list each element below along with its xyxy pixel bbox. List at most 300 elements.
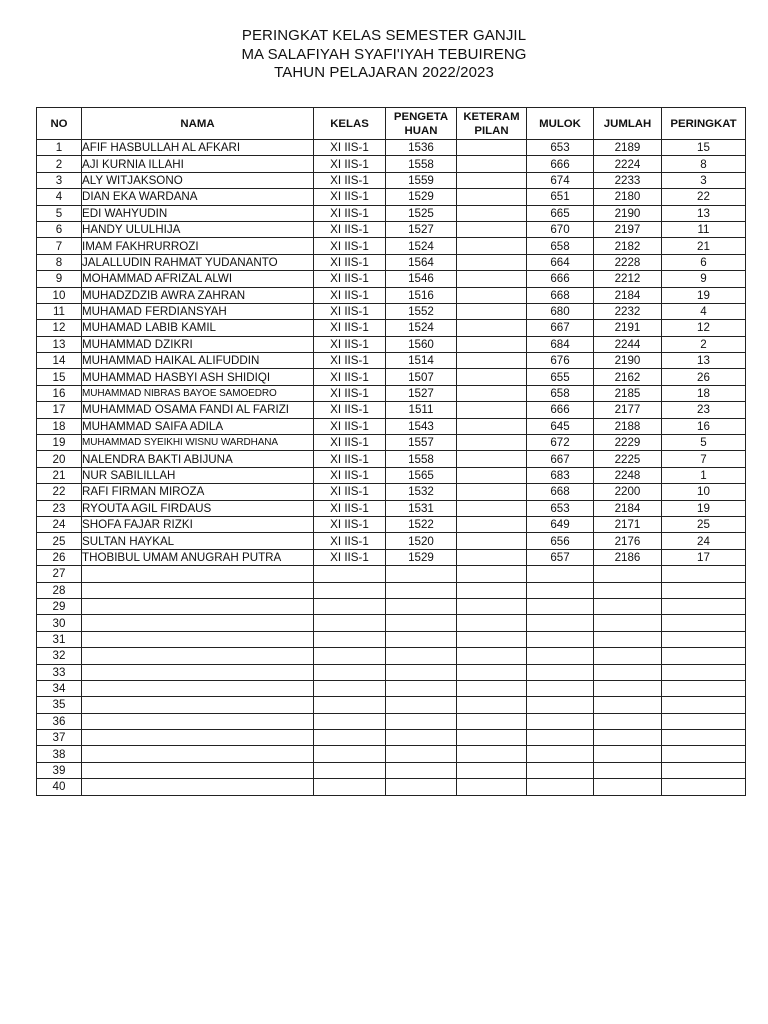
cell-pengetahuan: 1514 (386, 353, 457, 369)
cell-jumlah: 2188 (594, 418, 662, 434)
cell-pengetahuan: 1516 (386, 287, 457, 303)
cell-nama (82, 713, 314, 729)
cell-mulok: 655 (527, 369, 594, 385)
cell-mulok: 672 (527, 435, 594, 451)
cell-kelas: XI IIS-1 (314, 369, 386, 385)
cell-mulok: 667 (527, 320, 594, 336)
cell-nama: SULTAN HAYKAL (82, 533, 314, 549)
cell-nama (82, 746, 314, 762)
cell-nama: NUR SABILILLAH (82, 467, 314, 483)
cell-pengetahuan (386, 730, 457, 746)
cell-peringkat: 8 (662, 156, 746, 172)
cell-kelas: XI IIS-1 (314, 287, 386, 303)
cell-mulok (527, 598, 594, 614)
cell-mulok (527, 713, 594, 729)
cell-nama (82, 582, 314, 598)
cell-kelas: XI IIS-1 (314, 467, 386, 483)
cell-no: 11 (37, 303, 82, 319)
cell-nama: MOHAMMAD AFRIZAL ALWI (82, 271, 314, 287)
cell-jumlah (594, 566, 662, 582)
cell-jumlah (594, 713, 662, 729)
cell-keterampilan (457, 746, 527, 762)
cell-pengetahuan (386, 713, 457, 729)
cell-kelas: XI IIS-1 (314, 484, 386, 500)
cell-nama: SHOFA FAJAR RIZKI (82, 516, 314, 532)
cell-peringkat (662, 746, 746, 762)
table-row (37, 435, 746, 451)
cell-peringkat (662, 680, 746, 696)
cell-no: 26 (37, 549, 82, 565)
table-row (37, 238, 746, 254)
cell-jumlah: 2177 (594, 402, 662, 418)
cell-mulok (527, 746, 594, 762)
table-row (37, 467, 746, 483)
cell-keterampilan (457, 566, 527, 582)
header-keterampilan-line-1: KETERAM (463, 110, 520, 123)
cell-keterampilan (457, 254, 527, 270)
cell-mulok: 658 (527, 238, 594, 254)
cell-mulok: 668 (527, 484, 594, 500)
cell-keterampilan (457, 385, 527, 401)
cell-pengetahuan: 1565 (386, 467, 457, 483)
cell-no: 4 (37, 189, 82, 205)
cell-keterampilan (457, 336, 527, 352)
cell-pengetahuan: 1529 (386, 549, 457, 565)
cell-keterampilan (457, 697, 527, 713)
cell-peringkat: 6 (662, 254, 746, 270)
cell-mulok (527, 615, 594, 631)
table-row (37, 287, 746, 303)
cell-mulok: 658 (527, 385, 594, 401)
cell-no: 20 (37, 451, 82, 467)
table-row (37, 402, 746, 418)
cell-jumlah: 2248 (594, 467, 662, 483)
cell-jumlah: 2232 (594, 303, 662, 319)
cell-pengetahuan: 1524 (386, 320, 457, 336)
cell-keterampilan (457, 353, 527, 369)
cell-kelas (314, 697, 386, 713)
cell-mulok (527, 582, 594, 598)
table-row (37, 221, 746, 237)
cell-kelas: XI IIS-1 (314, 353, 386, 369)
cell-jumlah (594, 598, 662, 614)
cell-keterampilan (457, 467, 527, 483)
cell-mulok: 666 (527, 156, 594, 172)
cell-kelas (314, 730, 386, 746)
cell-mulok: 674 (527, 172, 594, 188)
cell-nama (82, 615, 314, 631)
cell-jumlah: 2184 (594, 287, 662, 303)
cell-jumlah (594, 697, 662, 713)
cell-jumlah (594, 779, 662, 795)
cell-jumlah: 2233 (594, 172, 662, 188)
cell-mulok: 666 (527, 271, 594, 287)
cell-nama (82, 697, 314, 713)
cell-nama: MUHAMMAD SAIFA ADILA (82, 418, 314, 434)
cell-pengetahuan (386, 648, 457, 664)
cell-peringkat (662, 615, 746, 631)
cell-no: 10 (37, 287, 82, 303)
cell-pengetahuan: 1557 (386, 435, 457, 451)
cell-keterampilan (457, 582, 527, 598)
cell-nama: ALY WITJAKSONO (82, 172, 314, 188)
cell-no: 24 (37, 516, 82, 532)
cell-mulok (527, 697, 594, 713)
cell-keterampilan (457, 516, 527, 532)
cell-nama (82, 779, 314, 795)
cell-pengetahuan (386, 746, 457, 762)
cell-peringkat: 24 (662, 533, 746, 549)
cell-pengetahuan (386, 680, 457, 696)
cell-pengetahuan (386, 762, 457, 778)
cell-kelas: XI IIS-1 (314, 156, 386, 172)
table-row (37, 762, 746, 778)
cell-keterampilan (457, 779, 527, 795)
cell-keterampilan (457, 484, 527, 500)
cell-nama: MUHAMMAD SYEIKHI WISNU WARDHANA (82, 435, 314, 451)
table-row (37, 385, 746, 401)
cell-jumlah: 2162 (594, 369, 662, 385)
cell-jumlah: 2212 (594, 271, 662, 287)
cell-nama: MUHAMMAD HAIKAL ALIFUDDIN (82, 353, 314, 369)
cell-no: 17 (37, 402, 82, 418)
cell-jumlah (594, 762, 662, 778)
cell-no: 36 (37, 713, 82, 729)
cell-peringkat (662, 697, 746, 713)
cell-mulok: 645 (527, 418, 594, 434)
cell-peringkat: 7 (662, 451, 746, 467)
table-row (37, 254, 746, 270)
cell-peringkat: 15 (662, 140, 746, 156)
cell-kelas: XI IIS-1 (314, 418, 386, 434)
cell-jumlah (594, 582, 662, 598)
cell-mulok (527, 566, 594, 582)
table-row (37, 320, 746, 336)
cell-peringkat: 25 (662, 516, 746, 532)
title-line-2: MA SALAFIYAH SYAFI'IYAH TEBUIRENG (241, 45, 527, 63)
cell-peringkat: 13 (662, 205, 746, 221)
cell-jumlah: 2176 (594, 533, 662, 549)
cell-nama: MUHAMMAD HASBYI ASH SHIDIQI (82, 369, 314, 385)
table-row (37, 484, 746, 500)
cell-mulok (527, 730, 594, 746)
cell-peringkat (662, 713, 746, 729)
cell-peringkat (662, 566, 746, 582)
cell-kelas (314, 713, 386, 729)
cell-peringkat: 11 (662, 221, 746, 237)
cell-peringkat: 23 (662, 402, 746, 418)
cell-kelas: XI IIS-1 (314, 500, 386, 516)
cell-nama (82, 680, 314, 696)
cell-peringkat: 26 (662, 369, 746, 385)
cell-jumlah: 2182 (594, 238, 662, 254)
cell-nama: THOBIBUL UMAM ANUGRAH PUTRA (82, 549, 314, 565)
cell-nama: HANDY ULULHIJA (82, 221, 314, 237)
cell-no: 3 (37, 172, 82, 188)
cell-pengetahuan: 1558 (386, 156, 457, 172)
cell-mulok: 665 (527, 205, 594, 221)
cell-no: 38 (37, 746, 82, 762)
cell-keterampilan (457, 287, 527, 303)
header-peringkat: PERINGKAT (662, 108, 746, 140)
cell-no: 1 (37, 140, 82, 156)
cell-jumlah: 2190 (594, 353, 662, 369)
cell-kelas (314, 746, 386, 762)
cell-mulok: 670 (527, 221, 594, 237)
cell-jumlah: 2180 (594, 189, 662, 205)
cell-kelas (314, 648, 386, 664)
cell-jumlah: 2184 (594, 500, 662, 516)
cell-nama (82, 648, 314, 664)
cell-peringkat: 9 (662, 271, 746, 287)
table-row (37, 336, 746, 352)
cell-peringkat: 16 (662, 418, 746, 434)
cell-nama: MUHAMMAD DZIKRI (82, 336, 314, 352)
cell-pengetahuan (386, 582, 457, 598)
cell-kelas (314, 566, 386, 582)
cell-nama (82, 631, 314, 647)
cell-kelas (314, 664, 386, 680)
table-row (37, 205, 746, 221)
cell-peringkat (662, 648, 746, 664)
table-body (37, 140, 746, 796)
cell-mulok (527, 779, 594, 795)
cell-nama: MUHAMMAD OSAMA FANDI AL FARIZI (82, 402, 314, 418)
cell-mulok: 667 (527, 451, 594, 467)
cell-peringkat (662, 664, 746, 680)
cell-kelas (314, 631, 386, 647)
cell-nama: MUHADZDZIB AWRA ZAHRAN (82, 287, 314, 303)
cell-mulok (527, 648, 594, 664)
cell-peringkat: 12 (662, 320, 746, 336)
header-keterampilan (457, 108, 527, 140)
cell-nama: RAFI FIRMAN MIROZA (82, 484, 314, 500)
cell-jumlah: 2228 (594, 254, 662, 270)
cell-nama: RYOUTA AGIL FIRDAUS (82, 500, 314, 516)
cell-pengetahuan: 1546 (386, 271, 457, 287)
cell-keterampilan (457, 713, 527, 729)
header-nama: NAMA (82, 108, 314, 140)
cell-keterampilan (457, 664, 527, 680)
cell-no: 30 (37, 615, 82, 631)
cell-no: 18 (37, 418, 82, 434)
cell-keterampilan (457, 320, 527, 336)
cell-kelas: XI IIS-1 (314, 271, 386, 287)
cell-nama: MUHAMMAD NIBRAS BAYOE SAMOEDRO (82, 385, 314, 401)
cell-no: 21 (37, 467, 82, 483)
cell-peringkat: 5 (662, 435, 746, 451)
cell-pengetahuan: 1522 (386, 516, 457, 532)
cell-jumlah: 2185 (594, 385, 662, 401)
cell-keterampilan (457, 271, 527, 287)
title-line-3: TAHUN PELAJARAN 2022/2023 (274, 64, 494, 81)
cell-peringkat (662, 598, 746, 614)
cell-peringkat: 1 (662, 467, 746, 483)
cell-no: 14 (37, 353, 82, 369)
cell-nama: JALALLUDIN RAHMAT YUDANANTO (82, 254, 314, 270)
cell-peringkat: 21 (662, 238, 746, 254)
cell-kelas: XI IIS-1 (314, 221, 386, 237)
cell-kelas: XI IIS-1 (314, 320, 386, 336)
cell-pengetahuan: 1564 (386, 254, 457, 270)
table-row (37, 353, 746, 369)
cell-peringkat: 13 (662, 353, 746, 369)
cell-keterampilan (457, 189, 527, 205)
cell-no: 9 (37, 271, 82, 287)
cell-mulok (527, 680, 594, 696)
cell-no: 37 (37, 730, 82, 746)
cell-keterampilan (457, 631, 527, 647)
cell-no: 16 (37, 385, 82, 401)
cell-pengetahuan (386, 779, 457, 795)
cell-pengetahuan: 1524 (386, 238, 457, 254)
table-row (37, 189, 746, 205)
cell-mulok: 651 (527, 189, 594, 205)
cell-keterampilan (457, 730, 527, 746)
cell-mulok: 649 (527, 516, 594, 532)
cell-pengetahuan: 1536 (386, 140, 457, 156)
cell-no: 15 (37, 369, 82, 385)
cell-kelas: XI IIS-1 (314, 516, 386, 532)
cell-peringkat (662, 762, 746, 778)
cell-jumlah: 2190 (594, 205, 662, 221)
cell-keterampilan (457, 615, 527, 631)
table-row (37, 680, 746, 696)
cell-nama (82, 762, 314, 778)
cell-no: 22 (37, 484, 82, 500)
cell-nama: AFIF HASBULLAH AL AFKARI (82, 140, 314, 156)
header-mulok: MULOK (527, 108, 594, 140)
cell-keterampilan (457, 418, 527, 434)
cell-peringkat: 4 (662, 303, 746, 319)
cell-mulok: 680 (527, 303, 594, 319)
cell-keterampilan (457, 221, 527, 237)
cell-keterampilan (457, 451, 527, 467)
cell-pengetahuan (386, 566, 457, 582)
cell-mulok (527, 631, 594, 647)
table-row (37, 697, 746, 713)
cell-jumlah (594, 730, 662, 746)
cell-keterampilan (457, 303, 527, 319)
table-row (37, 533, 746, 549)
cell-no: 19 (37, 435, 82, 451)
table-row (37, 172, 746, 188)
cell-keterampilan (457, 238, 527, 254)
cell-pengetahuan: 1511 (386, 402, 457, 418)
cell-peringkat (662, 631, 746, 647)
cell-pengetahuan: 1527 (386, 221, 457, 237)
ranking-table (36, 107, 746, 796)
cell-no: 29 (37, 598, 82, 614)
table-row (37, 713, 746, 729)
cell-no: 8 (37, 254, 82, 270)
cell-no: 40 (37, 779, 82, 795)
cell-pengetahuan: 1529 (386, 189, 457, 205)
cell-no: 34 (37, 680, 82, 696)
cell-nama: NALENDRA BAKTI ABIJUNA (82, 451, 314, 467)
cell-jumlah: 2171 (594, 516, 662, 532)
cell-mulok (527, 762, 594, 778)
cell-kelas: XI IIS-1 (314, 402, 386, 418)
cell-jumlah: 2200 (594, 484, 662, 500)
cell-peringkat: 10 (662, 484, 746, 500)
cell-pengetahuan: 1507 (386, 369, 457, 385)
cell-peringkat: 19 (662, 500, 746, 516)
table-row (37, 648, 746, 664)
cell-no: 6 (37, 221, 82, 237)
cell-nama (82, 730, 314, 746)
cell-jumlah: 2186 (594, 549, 662, 565)
cell-kelas: XI IIS-1 (314, 172, 386, 188)
cell-mulok: 656 (527, 533, 594, 549)
cell-keterampilan (457, 140, 527, 156)
cell-pengetahuan: 1559 (386, 172, 457, 188)
cell-pengetahuan: 1527 (386, 385, 457, 401)
cell-kelas: XI IIS-1 (314, 205, 386, 221)
table-row (37, 418, 746, 434)
table-row (37, 516, 746, 532)
cell-keterampilan (457, 680, 527, 696)
cell-kelas: XI IIS-1 (314, 254, 386, 270)
cell-nama: MUHAMAD FERDIANSYAH (82, 303, 314, 319)
table-row (37, 500, 746, 516)
cell-nama: MUHAMAD LABIB KAMIL (82, 320, 314, 336)
cell-mulok: 657 (527, 549, 594, 565)
cell-kelas: XI IIS-1 (314, 533, 386, 549)
cell-nama: DIAN EKA WARDANA (82, 189, 314, 205)
cell-kelas: XI IIS-1 (314, 385, 386, 401)
cell-peringkat: 19 (662, 287, 746, 303)
cell-pengetahuan: 1543 (386, 418, 457, 434)
header-pengetahuan-line-2: HUAN (404, 124, 438, 137)
cell-pengetahuan: 1525 (386, 205, 457, 221)
table-row (37, 271, 746, 287)
header-pengetahuan-line-1: PENGETA (393, 110, 449, 123)
table-row (37, 140, 746, 156)
cell-mulok: 653 (527, 140, 594, 156)
table-row (37, 746, 746, 762)
cell-keterampilan (457, 369, 527, 385)
cell-pengetahuan (386, 631, 457, 647)
cell-no: 25 (37, 533, 82, 549)
cell-jumlah: 2229 (594, 435, 662, 451)
cell-jumlah (594, 680, 662, 696)
cell-kelas: XI IIS-1 (314, 238, 386, 254)
cell-mulok: 676 (527, 353, 594, 369)
cell-keterampilan (457, 435, 527, 451)
cell-no: 27 (37, 566, 82, 582)
cell-peringkat: 3 (662, 172, 746, 188)
cell-nama: IMAM FAKHRURROZI (82, 238, 314, 254)
cell-kelas: XI IIS-1 (314, 140, 386, 156)
table-row (37, 582, 746, 598)
cell-mulok (527, 664, 594, 680)
table-row (37, 549, 746, 565)
cell-pengetahuan (386, 598, 457, 614)
cell-pengetahuan (386, 615, 457, 631)
cell-kelas (314, 582, 386, 598)
cell-jumlah (594, 746, 662, 762)
cell-no: 13 (37, 336, 82, 352)
cell-pengetahuan: 1531 (386, 500, 457, 516)
cell-pengetahuan (386, 697, 457, 713)
table-row (37, 156, 746, 172)
cell-no: 12 (37, 320, 82, 336)
cell-peringkat (662, 582, 746, 598)
cell-peringkat: 22 (662, 189, 746, 205)
cell-nama (82, 598, 314, 614)
cell-kelas: XI IIS-1 (314, 451, 386, 467)
